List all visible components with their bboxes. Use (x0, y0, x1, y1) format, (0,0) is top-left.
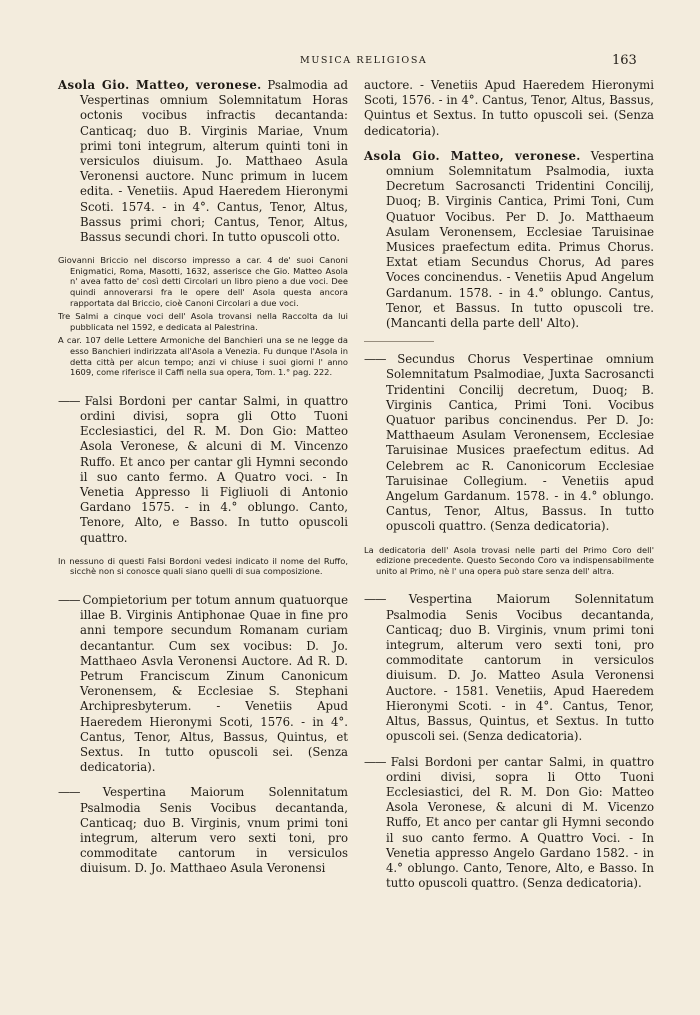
footnotes (364, 545, 654, 577)
entry-dash: —— (58, 785, 103, 800)
catalog-entry (58, 78, 348, 245)
catalog-entry (58, 394, 348, 546)
entry-dash: —— (58, 592, 83, 607)
divider (364, 341, 434, 342)
catalog-entry (58, 593, 348, 775)
running-title: MUSICA RELIGIOSA (300, 55, 428, 66)
left-column (58, 78, 348, 887)
entry-text: Vespertina Maiorum Solennitatum Psalmodia Senis Vocibus decantanda, Canticaq; duo B. Virginis, vnum primi toni integrum, alterum vero sexti toni, pro commoditate cantorum in versiculos diuisum. D. Jo. Matteo Asula Veronensi Auctore. - 1581. Venetiis, Apud Haeredem Hieronymi Scoti. - in 4°. Cantus, Tenor, Altus, Bassus, Quintus, et Sextus. In tutto opuscoli sei. (Senza dedicatoria). (386, 592, 654, 744)
entry-dash: —— (364, 592, 409, 607)
catalog-entry-continued: auctore. - Venetiis Apud Haeredem Hieronymi Scoti, 1576. - in 4°. Cantus, Tenor, Altus, Bassus, Quintus et Sextus. In tutto opuscoli sei. (Senza dedicatoria). (364, 78, 654, 138)
footnote: In nessuno di questi Falsi Bordoni vedesi indicato il nome del Ruffo, sicchè non si conosce quali siano quelli di sua composizione. (58, 555, 348, 577)
entry-dash: —— (58, 393, 85, 408)
entry-text: Vespertina omnium Solemnitatum Psalmodia, iuxta Decretum Sacrosancti Tridentini Concilij, Duoq; B. Virginis Cantica, Primi Toni, Cum Quatuor Vocibus. Per D. Jo. Matthaeum Asulam Veronensem, Ecclesiae Taruisinae Musices praefectum edita. Primus Chorus. Extat etiam Secundus Chorus, Ad pares Voces concinendus. - Venetiis Apud Angelum Gardanum. 1578. - in 4.° oblungo. Cantus, Tenor, et Bassus. In tutto opuscoli tre. (Mancanti della parte dell' Alto). (386, 148, 654, 331)
entry-text: Falsi Bordoni per cantar Salmi, in quattro ordini divisi, sopra li Otto Tuoni Ecclesiastici, del R. M. Don Gio: Matteo Asola Veronese, & alcuni di M. Vicenzo Ruffo, Et anco per cantar gli Hymni secondo il suo canto fermo. A Quattro Voci. - In Venetia appresso Angelo Gardano 1582. - in 4.° oblungo. Canto, Tenore, Alto, e Basso. In tutto opuscoli quattro. (Senza dedicatoria). (386, 754, 655, 891)
entry-author: Asola Gio. Matteo, veronese. (364, 148, 581, 163)
entry-text: Vespertina Maiorum Solennitatum Psalmodia Senis Vocibus decantanda, Canticaq; duo B. Virginis, vnum primi toni integrum, alterum vero sexti toni, pro commoditate cantorum in versiculos diuisum. D. Jo. Matthaeo Asula Veronensi (80, 785, 348, 876)
entry-text: Psalmodia ad Vespertinas omnium Solemnitatum Horas octonis vocibus infractis decantanda: Canticaq; duo B. Virginis Mariae, Vnum primi toni integrum, alterum quinti toni in versiculos diuisum. Jo. Matthaeo Asula Veronensi auctore. Nunc primum in lucem edita. - Venetiis. Apud Haeredem Hieronymi Scoti. 1574. - in 4°. Cantus, Tenor, Altus, Bassus primi chori; Cantus, Tenor, Altus, Bassus secundi chori. In tutto opuscoli otto. (80, 78, 348, 245)
entry-text: Compietorium per totum annum quatuorque illae B. Virginis Antiphonae Quae in fine pro anni tempore secundum Romanam curiam decantantur. Cum sex vocibus: D. Jo. Matthaeo Asvla Veronensi Auctore. Ad R. D. Petrum Franciscum Zinum Canonicum Veronensem, & Ecclesiae S. Stephani Archipresbyterum. - Venetiis Apud Haeredem Hieronymi Scoti, 1576. - in 4°. Cantus, Tenor, Altus, Bassus, Quintus, et Sextus. In tutto opuscoli sei. (Senza dedicatoria). (80, 592, 348, 775)
catalog-entry (364, 592, 654, 744)
entry-text: Secundus Chorus Vespertinae omnium Solemnitatum Psalmodiae, Juxta Sacrosancti Tridentini Concilij decretum, Duoq; B. Virginis Cantica, Primi Toni. Vocibus Quatuor paribus concinendus. Per D. Jo: Matthaeum Asulam Veronensem, Ecclesiae Taruisinae Musices praefectum editus. Ad Celebrem ac R. Canonicorum Ecclesiae Taruisinae Collegium. - Venetiis apud Angelum Gardanum. 1578. - in 4.° oblungo. Cantus, Tenor, Altus, Bassus. In tutto opuscoli quattro. (Senza dedicatoria). (386, 352, 654, 534)
catalog-entry (58, 785, 348, 876)
page-header (0, 55, 700, 71)
catalog-entry (364, 755, 654, 892)
footnote: Tre Salmi a cinque voci dell' Asola trovansi nella Raccolta da lui pubblicata nel 1592, e dedicata al Palestrina. (58, 311, 348, 332)
footnotes (58, 255, 348, 378)
footnote: La dedicatoria dell' Asola trovasi nelle parti del Primo Coro dell' edizione precedente. Questo Secondo Coro va indispensabilmente unito al Primo, nè l' una opera può stare senza dell' altra. (364, 544, 654, 576)
page-number: 163 (612, 53, 637, 68)
catalog-entry (364, 352, 654, 534)
footnote: A car. 107 delle Lettere Armoniche del Banchieri una se ne legge da esso Banchieri indirizzata all'Asola a Venezia. Fu dunque l'Asola in detta città per alcun tempo; anzi vi chiuse i suoi giorni l' anno 1609, come riferisce il Caffi nella sua opera, Tom. 1.° pag. 222. (58, 335, 348, 378)
right-column (364, 78, 654, 901)
footnotes (58, 556, 348, 577)
footnote: Giovanni Briccio nel discorso impresso a car. 4 de' suoi Canoni Enigmatici, Roma, Masotti, 1632, asserisce che Gio. Matteo Asola n' avea fatto de' così detti Circolari un libro pieno a due voci. Dee quindi annoverarsi fra le opere dell' Asola questa ancora rapportata dal Briccio, cioè Canoni Circolari a due voci. (58, 255, 348, 308)
entry-text: Falsi Bordoni per cantar Salmi, in quattro ordini divisi, sopra gli Otto Tuoni Ecclesiastici, del R. M. Don Gio: Matteo Asola Veronese, & alcuni di M. Vincenzo Ruffo. Et anco per cantar gli Hymni secondo il suo canto fermo. A Quatro voci. - In Venetia Appresso li Figliuoli di Antonio Gardano 1575. - in 4.° oblungo. Canto, Tenore, Alto, e Basso. In tutto opuscoli quattro. (80, 393, 349, 545)
entry-dash: —— (364, 352, 398, 367)
catalog-entry (364, 149, 654, 331)
entry-author: Asola Gio. Matteo, veronese. (58, 78, 262, 92)
entry-dash: —— (364, 754, 391, 769)
